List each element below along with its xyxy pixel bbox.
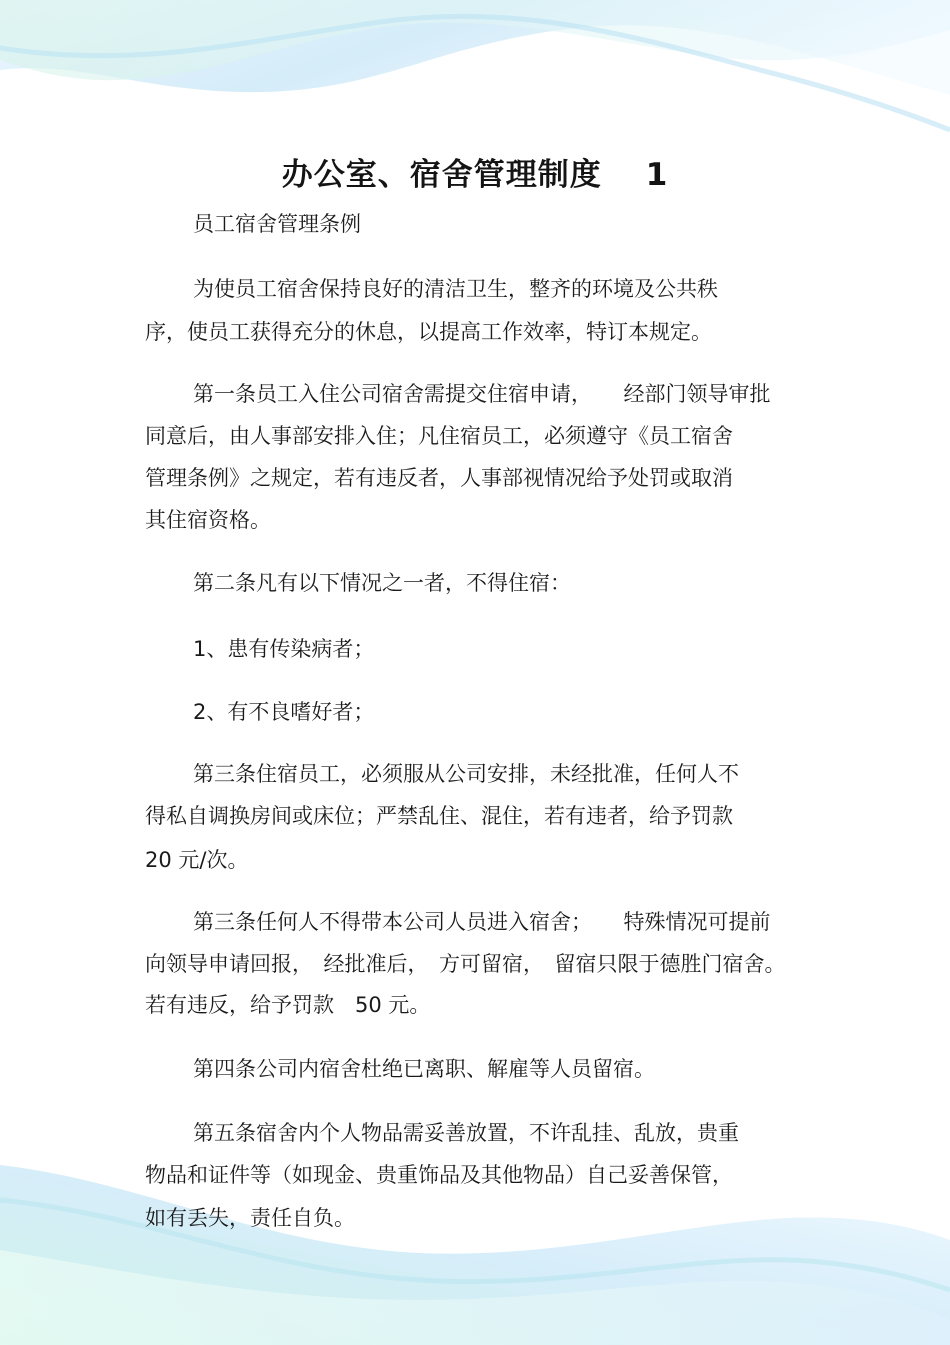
intro-line-2: 序，使员工获得充分的休息，以提高工作效率，特订本规定。 xyxy=(145,320,712,344)
article-3b-line-2: 向领导申请回报， 经批准后， 方可留宿， 留宿只限于德胜门宿舍。 xyxy=(145,952,786,976)
title-text: 办公室、宿舍管理制度 xyxy=(281,156,602,193)
article-5-line-1: 第五条宿舍内个人物品需妥善放置，不许乱挂、乱放，贵重 xyxy=(193,1121,739,1145)
article-1-line-3: 管理条例》之规定，若有违反者，人事部视情况给予处罚或取消 xyxy=(145,466,733,490)
article-2-line-1: 第二条凡有以下情况之一者，不得住宿： xyxy=(193,571,571,595)
title-number: 1 xyxy=(645,156,669,193)
section-heading: 员工宿舍管理条例 xyxy=(193,212,361,236)
list-item-2: 2、有不良嗜好者； xyxy=(193,700,375,724)
article-3b-line-1: 第三条任何人不得带本公司人员进入宿舍； 特殊情况可提前 xyxy=(193,910,771,934)
article-5-line-3: 如有丢失，责任自负。 xyxy=(145,1206,355,1230)
article-3b-line-3: 若有违反，给予罚款 50 元。 xyxy=(145,993,431,1017)
document-title xyxy=(0,149,950,194)
article-4-line-1: 第四条公司内宿舍杜绝已离职、解雇等人员留宿。 xyxy=(193,1057,655,1081)
article-3-line-2: 得私自调换房间或床位；严禁乱住、混住，若有违者，给予罚款 xyxy=(145,804,733,828)
list-item-1: 1、患有传染病者； xyxy=(193,637,375,661)
intro-line-1: 为使员工宿舍保持良好的清洁卫生，整齐的环境及公共秩 xyxy=(193,277,718,301)
article-1-line-2: 同意后，由人事部安排入住；凡住宿员工，必须遵守《员工宿舍 xyxy=(145,424,733,448)
article-3-line-3: 20 元/次。 xyxy=(145,848,249,872)
article-1-line-1: 第一条员工入住公司宿舍需提交住宿申请， 经部门领导审批 xyxy=(193,382,771,406)
article-5-line-2: 物品和证件等（如现金、贵重饰品及其他物品）自己妥善保管， xyxy=(145,1163,733,1187)
article-3-line-1: 第三条住宿员工，必须服从公司安排，未经批准，任何人不 xyxy=(193,762,739,786)
article-1-line-4: 其住宿资格。 xyxy=(145,508,271,532)
